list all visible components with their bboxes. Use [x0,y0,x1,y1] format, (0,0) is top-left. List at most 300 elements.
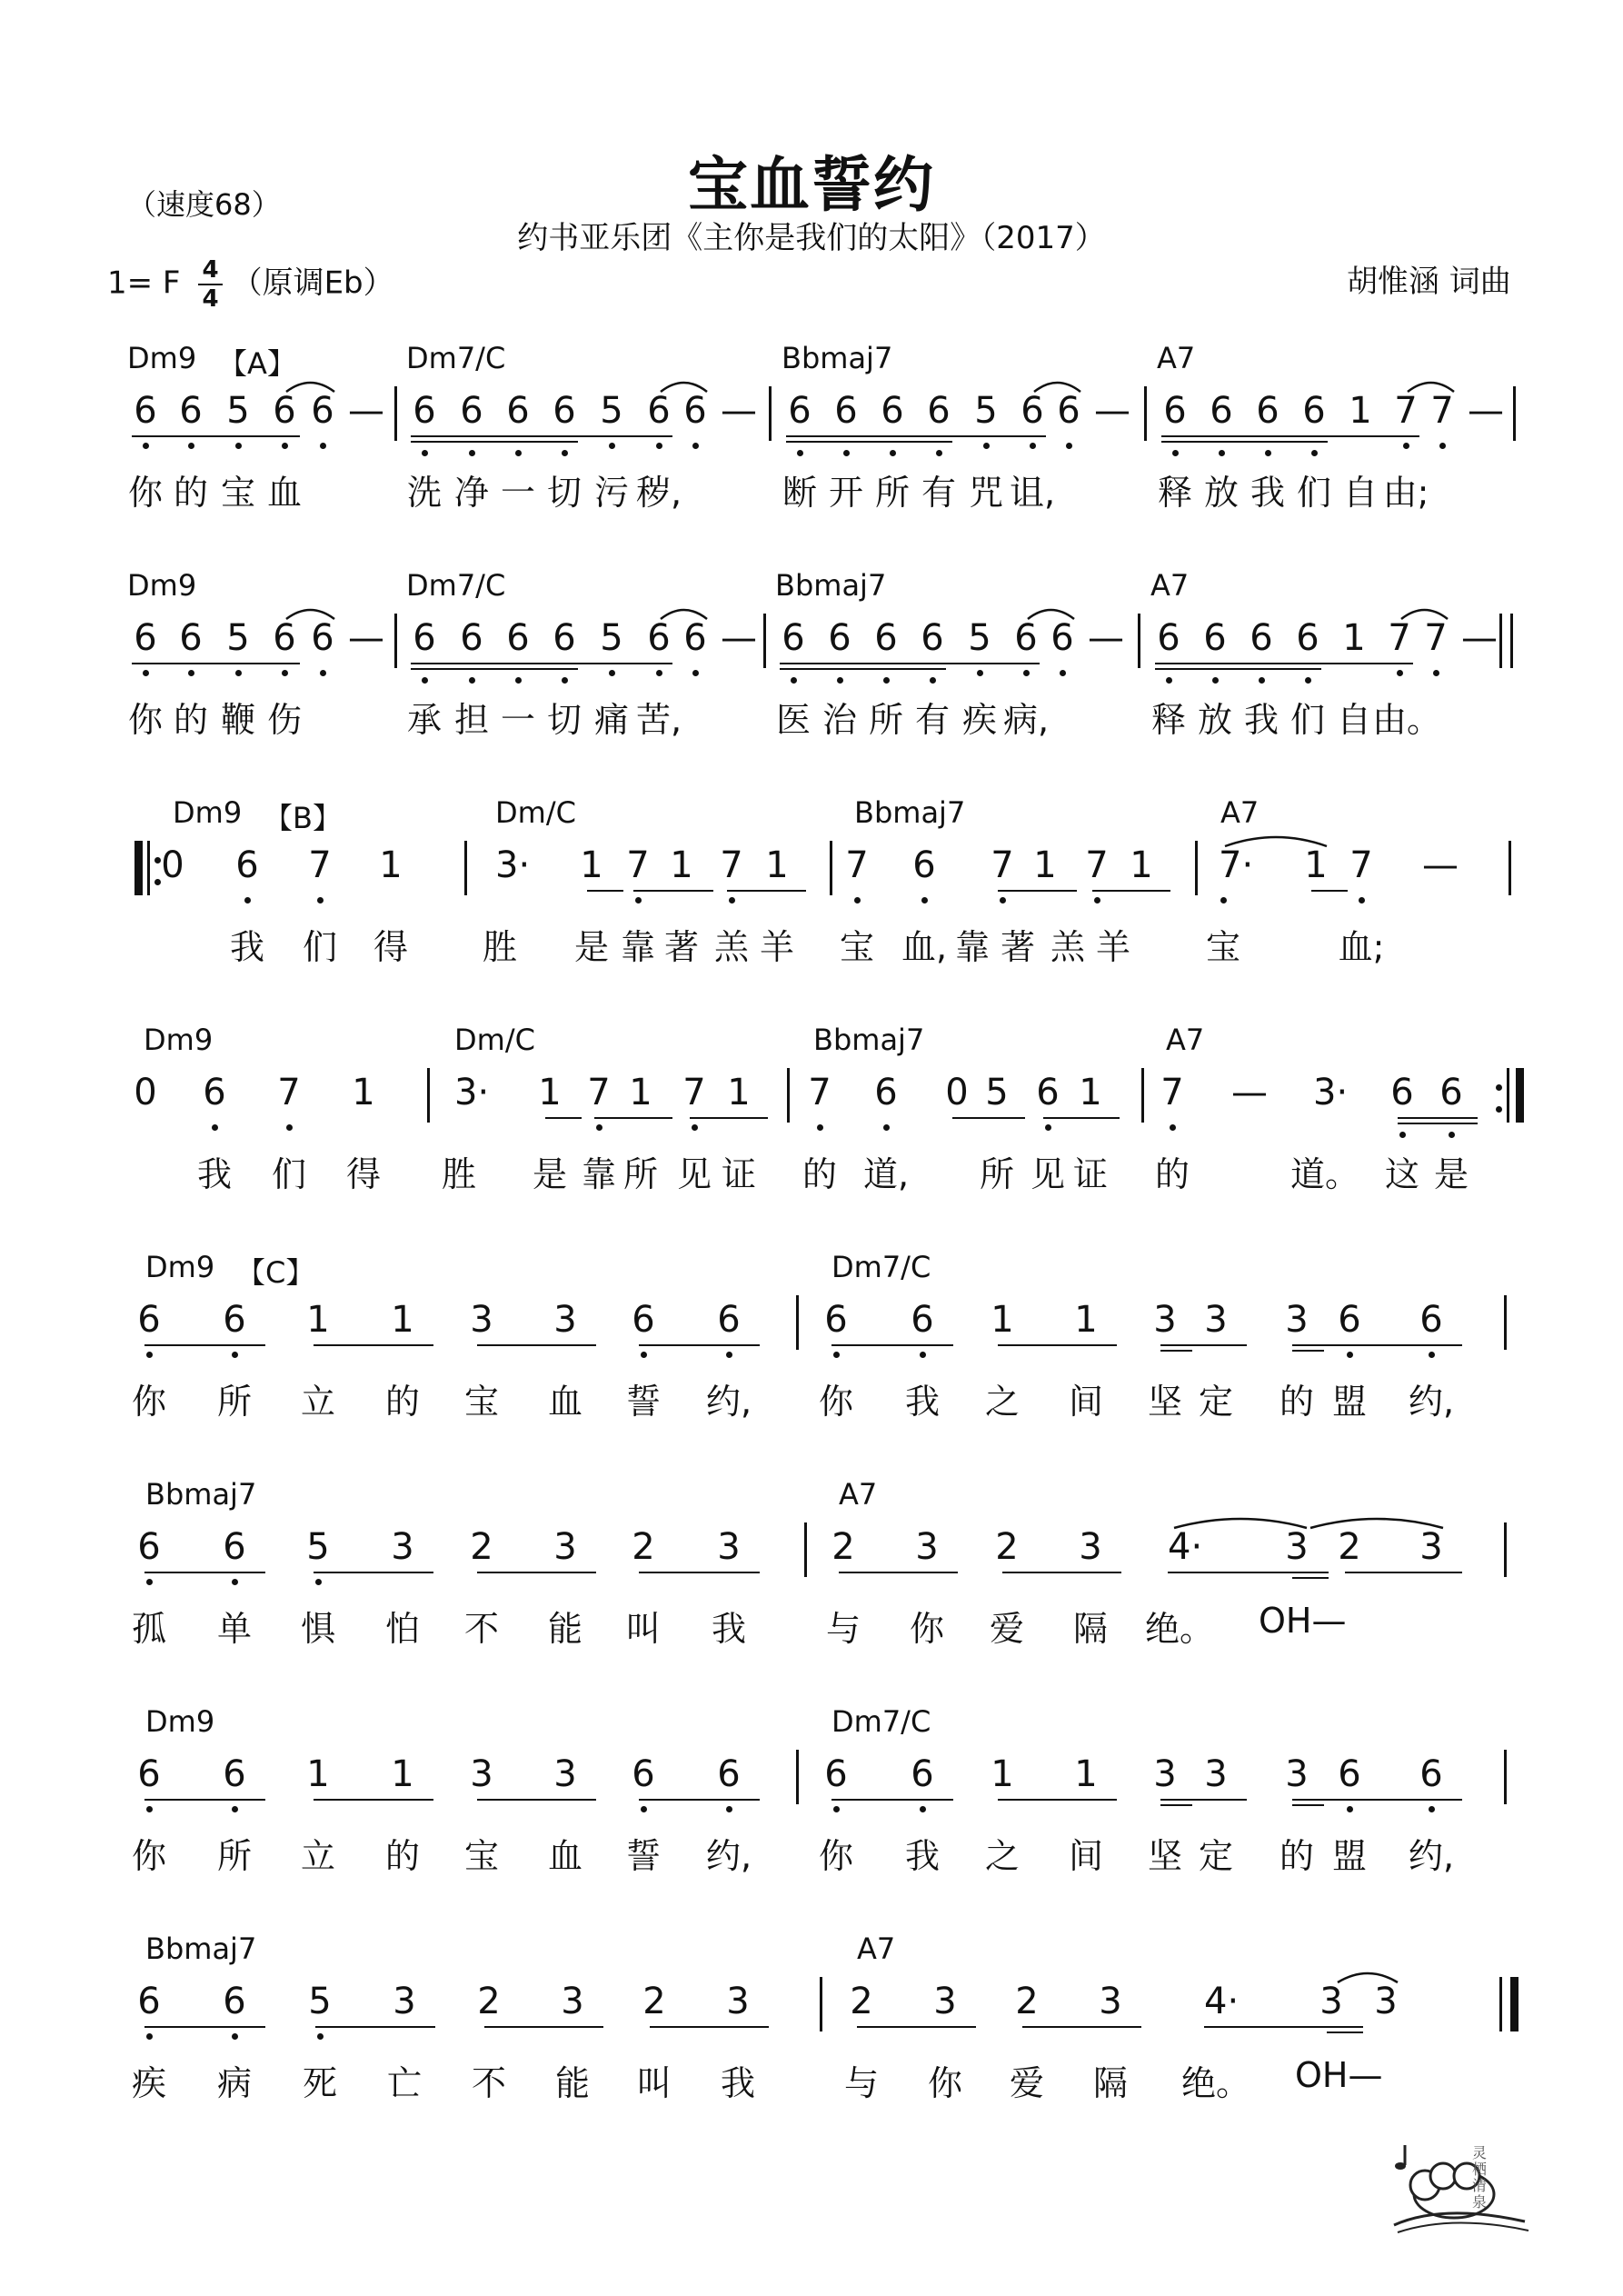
lyric-syllable: 叫 [636,2063,672,2103]
note: 1 [765,844,789,886]
note: 3 [1079,1526,1102,1568]
final-thin-line [1499,1977,1502,2031]
note: 6 [874,1072,898,1113]
note: 3 [717,1526,741,1568]
lyric-syllable: 所 [979,1154,1014,1194]
lyric-syllable: 自 [1342,473,1378,513]
octave-dot [729,897,735,903]
lyric-syllable: 亡 [386,2063,422,2103]
note: 7 [1349,844,1373,886]
score-system [0,795,1623,1004]
chord-symbol: A7 [1220,795,1260,830]
bar-line [1141,1068,1144,1123]
chord-symbol: Dm9 [127,568,197,603]
beam-line [411,663,600,664]
lyric-syllable: 血, [901,927,948,967]
octave-dot [692,443,699,449]
note: 6 [1390,1072,1414,1113]
note: 6 [911,1299,934,1341]
note: 5 [985,1072,1009,1113]
octave-dot [641,1806,647,1812]
lyric-syllable: 羔 [1050,927,1085,967]
repeat-start-barline [134,841,143,895]
beam-line [780,663,966,664]
beam-line [144,1799,265,1801]
dash-note: — [1088,617,1124,659]
rehearsal-mark: 【B】 [264,801,342,835]
dash-note: — [721,390,757,432]
note: 6 [1203,617,1227,659]
note: 7 [682,1072,706,1113]
note: 3 [553,1299,577,1341]
octave-dot [883,677,890,684]
octave-dot [232,1352,238,1358]
note: 6 [912,844,936,886]
note: 4· [1204,1981,1240,2022]
octave-dot [1045,1124,1051,1131]
note: 3 [391,1526,414,1568]
note: 3 [393,1981,416,2022]
note: 6 [223,1299,246,1341]
lyric-syllable: 诅, [1009,473,1056,513]
note: 6 [1439,1072,1463,1113]
note: 6 [460,617,483,659]
lyric-syllable: 胜 [482,927,517,967]
beam-line [1043,1117,1120,1119]
octave-dot [1429,1352,1435,1358]
lyric-syllable: 得 [373,927,408,967]
bar-line [830,841,832,895]
note: 5 [226,617,250,659]
note: 6 [824,1753,848,1795]
bar-line [1510,614,1513,668]
octave-dot [146,2033,153,2040]
octave-dot [1166,677,1172,684]
lyric-syllable: 定 [1198,1836,1233,1876]
lyric-syllable: 所 [622,1154,658,1194]
lyric-syllable: 你 [927,2063,962,2103]
lyric-syllable: 誓 [625,1382,661,1422]
lyric-syllable: 证 [1072,1154,1108,1194]
lyric-syllable: 不 [463,1609,499,1649]
note: 6 [506,390,530,432]
repeat-end-thin-line [1507,1068,1509,1123]
lyric-syllable: 伤 [266,700,302,740]
beam-line [1160,1799,1247,1801]
time-signature [198,256,222,313]
octave-dot [1305,677,1311,684]
key-signature [107,256,394,313]
tie-arc [1399,601,1449,623]
note: 3 [553,1753,577,1795]
chord-symbol: Dm9 [127,341,197,375]
tie-arc [1032,374,1082,395]
time-signature-numerator: 4 [198,256,222,285]
octave-dot [235,443,242,449]
note: 3 [1285,1526,1309,1568]
beam-line [1155,663,1343,664]
bar-line [1508,841,1511,895]
lyric-syllable: 咒 [968,473,1003,513]
note: 2 [850,1981,873,2022]
lyric-syllable: 宝 [1205,927,1240,967]
octave-dot [146,1352,153,1358]
note: 1 [991,1299,1014,1341]
octave-dot [1397,670,1403,676]
note: 1 [1033,844,1057,886]
octave-dot [854,897,861,903]
lyric-syllable: 能 [554,2063,590,2103]
lyric-syllable: 约, [1408,1836,1455,1876]
lyric-syllable: 惧 [300,1609,335,1649]
beam-line [594,1117,672,1119]
beam-line [639,1344,760,1346]
octave-dot [1219,450,1225,456]
note: 7· [1219,844,1254,886]
rehearsal-mark: 【A】 [218,346,296,381]
note: 5 [974,390,998,432]
note: 1 [379,844,403,886]
score-system [0,1704,1623,1913]
beam-line [998,890,1077,892]
dash-note: — [721,617,757,659]
lyric-syllable: 怕 [384,1609,420,1649]
dash-note: — [1094,390,1130,432]
beam-line [1168,1572,1329,1573]
octave-dot [692,670,699,676]
bar-line [1144,386,1147,441]
repeat-dot [1496,1106,1502,1113]
note: 3 [561,1981,584,2022]
note: 3 [1204,1753,1228,1795]
octave-dot [609,670,615,676]
note: 1 [306,1299,330,1341]
octave-dot [833,1352,840,1358]
note: 6 [137,1299,161,1341]
beam-line [314,1344,433,1346]
note: 6 [632,1299,655,1341]
lyric-syllable: 血 [266,473,302,513]
octave-dot [212,1124,218,1131]
lyric-syllable: 你 [909,1609,944,1649]
octave-dot [146,1579,153,1585]
logo-text: 灵栖清泉 [1472,2144,1488,2211]
bar-line [796,1750,799,1804]
octave-dot [1403,443,1409,449]
note: 6 [460,390,483,432]
lyric-syllable: 得 [345,1154,381,1194]
sleeping-sheep-icon [1389,2138,1534,2238]
note: 6 [1302,390,1326,432]
note: 6 [828,617,851,659]
octave-dot [1212,677,1219,684]
beam-line [587,890,623,892]
beam-line-double [1160,1350,1192,1352]
lyric-syllable: 是 [573,927,609,967]
note: 6 [1250,617,1273,659]
lyric-syllable: 之 [984,1836,1020,1876]
lyric-syllable: 的 [173,473,208,513]
octave-dot [726,1352,732,1358]
bar-line [464,841,467,895]
octave-dot [1220,897,1227,903]
octave-dot [1265,450,1271,456]
dash-note: — [348,390,384,432]
score-system [0,341,1623,550]
note: 6 [413,617,436,659]
lyric-syllable: 所 [216,1836,252,1876]
chord-symbol: Bbmaj7 [813,1023,925,1057]
note: 6 [137,1753,161,1795]
beam-line [831,1799,953,1801]
note: 6 [137,1981,161,2022]
lyric-syllable: 不 [471,2063,506,2103]
beam-line [144,2026,265,2028]
note: 7 [845,844,869,886]
note: 7 [808,1072,831,1113]
lyric-syllable: 胜 [441,1154,476,1194]
note: 6 [1014,617,1038,659]
note: 1 [1079,1072,1102,1113]
octave-dot [1347,1806,1353,1812]
beam-line [650,2026,769,2028]
note: 1 [670,844,693,886]
lyric-syllable: 羊 [1095,927,1130,967]
beam-line-double [1160,1804,1192,1806]
octave-dot [1433,670,1439,676]
beam-line [966,663,1040,664]
lyric-syllable: 的 [1279,1836,1314,1876]
rehearsal-mark: 【C】 [236,1255,315,1290]
repeat-dot [154,879,161,885]
bar-line [394,614,397,668]
note: 7 [1424,617,1448,659]
repeat-dot [1496,1084,1502,1091]
octave-dot [797,450,803,456]
note: 2 [1338,1526,1361,1568]
octave-dot [562,677,568,684]
tie-arc [1223,828,1329,850]
beam-line-double [1292,1804,1324,1806]
beam-line [477,1344,596,1346]
lyric-syllable: 靠 [581,1154,616,1194]
octave-dot [317,2033,324,2040]
octave-dot [1066,443,1072,449]
octave-dot [282,670,288,676]
lyric-syllable: 病 [216,2063,252,2103]
lyric-syllable: 的 [173,700,208,740]
lyric-syllable: 约, [1408,1382,1455,1422]
dash-note: — [1468,390,1504,432]
note: 3 [1204,1299,1228,1341]
octave-dot [726,1806,732,1812]
octave-dot [983,443,990,449]
note: 3 [1153,1299,1177,1341]
beam-line-double [1327,2031,1363,2033]
octave-dot [1311,450,1318,456]
lyric-syllable: 你 [818,1382,853,1422]
lyric-syllable: 们 [1296,473,1331,513]
tie-arc [1336,1964,1399,1986]
note: 3 [553,1526,577,1568]
repeat-dot [154,857,161,863]
note: 6 [223,1981,246,2022]
lyric-syllable: 承 [406,700,442,740]
octave-dot [843,450,850,456]
note: 6 [273,390,296,432]
octave-dot [977,670,983,676]
bar-line [820,1977,822,2031]
octave-dot [469,450,475,456]
note: 0 [134,1072,157,1113]
octave-dot [515,450,522,456]
beam-line [972,435,1046,437]
octave-dot [286,1124,293,1131]
lyric-syllable: 见 [676,1154,712,1194]
beam-line [727,890,806,892]
lyric-syllable: 你 [127,700,163,740]
chord-symbol: A7 [1166,1023,1205,1057]
note: 6 [137,1526,161,1568]
beam-line [315,2026,435,2028]
note: 6 [683,390,707,432]
note: 6 [223,1526,246,1568]
lyric-syllable: 一 [500,700,535,740]
note: 6 [782,617,805,659]
octave-dot [609,443,615,449]
bar-line [787,1068,790,1123]
note: 6 [553,390,576,432]
beam-line [839,1572,958,1573]
note: 6 [273,617,296,659]
lyric-syllable: 的 [384,1836,420,1876]
score-system [0,1023,1623,1232]
score-system [0,1932,1623,2141]
beam-line-double [1292,1577,1329,1579]
score-system [0,1250,1623,1459]
beam-line [633,890,713,892]
bar-line [1138,614,1140,668]
note: 6 [1057,390,1080,432]
lyric-syllable: 孤 [131,1609,166,1649]
lyric-syllable: 宝 [463,1836,499,1876]
bar-line [427,1068,430,1123]
lyric-syllable: 鞭 [220,700,255,740]
octave-dot [837,677,843,684]
lyric-syllable: 我 [720,2063,755,2103]
octave-dot [1172,450,1179,456]
note: 1 [1304,844,1328,886]
note: 1 [306,1753,330,1795]
lyric-syllable: 你 [818,1836,853,1876]
beam-line [477,1572,596,1573]
lyric-syllable: 与 [843,2063,879,2103]
beam-line [639,1572,760,1573]
note: 1 [352,1072,375,1113]
repeat-start-thin-line [147,841,150,895]
lyric-syllable: 血 [547,1836,582,1876]
octave-dot [469,677,475,684]
lyric-syllable: 约, [705,1836,752,1876]
octave-dot [921,897,928,903]
note: 6 [235,844,259,886]
note: 3 [933,1981,957,2022]
note: 1 [391,1753,414,1795]
tie-arc [1172,1510,1309,1532]
tie-arc [1026,601,1076,623]
note: 3 [1099,1981,1122,2022]
beam-line [1204,2026,1363,2028]
octave-dot [143,443,149,449]
beam-line [1161,435,1349,437]
lyric-syllable: 道, [862,1154,910,1194]
lyric-syllable: 的 [1279,1382,1314,1422]
lyric-syllable: 切 [546,700,582,740]
note: 3 [726,1981,750,2022]
beam-line [314,1799,433,1801]
lyric-syllable: 开 [828,473,863,513]
tie-arc [659,601,709,623]
lyric-syllable: 释 [1150,700,1186,740]
chord-symbol: Bbmaj7 [145,1477,257,1512]
lyric-syllable: 盟 [1331,1836,1367,1876]
lyric-syllable: 污 [593,473,629,513]
chord-symbol: Dm/C [495,795,576,830]
dash-note: — [1231,1072,1268,1113]
beam-line [998,1344,1117,1346]
score-system [0,1477,1623,1686]
note: 6 [1157,617,1180,659]
octave-dot [282,443,288,449]
note: 6 [1256,390,1279,432]
note: 6 [311,617,334,659]
note: 7 [1085,844,1109,886]
octave-dot [692,1124,698,1131]
lyric-syllable: 能 [547,1609,582,1649]
lyric-syllable: 疾 [131,2063,166,2103]
lyric-syllable: 你 [127,473,163,513]
note: 1 [391,1299,414,1341]
octave-dot [1399,1132,1406,1138]
lyric-syllable: 的 [384,1382,420,1422]
note: 3· [1313,1072,1349,1113]
dash-note: — [1461,617,1498,659]
note: 6 [1163,390,1187,432]
note: 6 [881,390,904,432]
lyric-syllable: 单 [216,1609,252,1649]
note: 3· [495,844,531,886]
note: 6 [824,1299,848,1341]
octave-dot [791,677,797,684]
lyric-syllable: 见 [1030,1154,1065,1194]
octave-dot [315,1579,322,1585]
chord-symbol: A7 [857,1932,896,1966]
note: 5 [308,1981,332,2022]
lyric-syllable: 你 [131,1836,166,1876]
note: 7 [1160,1072,1184,1113]
octave-dot [1439,443,1446,449]
time-signature-denominator: 4 [202,285,219,313]
note: 1 [1074,1753,1098,1795]
beam-line [1311,890,1348,892]
note: 2 [632,1526,655,1568]
note: 6 [311,390,334,432]
note: 2 [831,1526,855,1568]
final-barline [1510,1977,1518,2031]
octave-dot [1060,670,1066,676]
note: 6 [134,617,157,659]
chord-symbol: Dm9 [173,795,243,830]
